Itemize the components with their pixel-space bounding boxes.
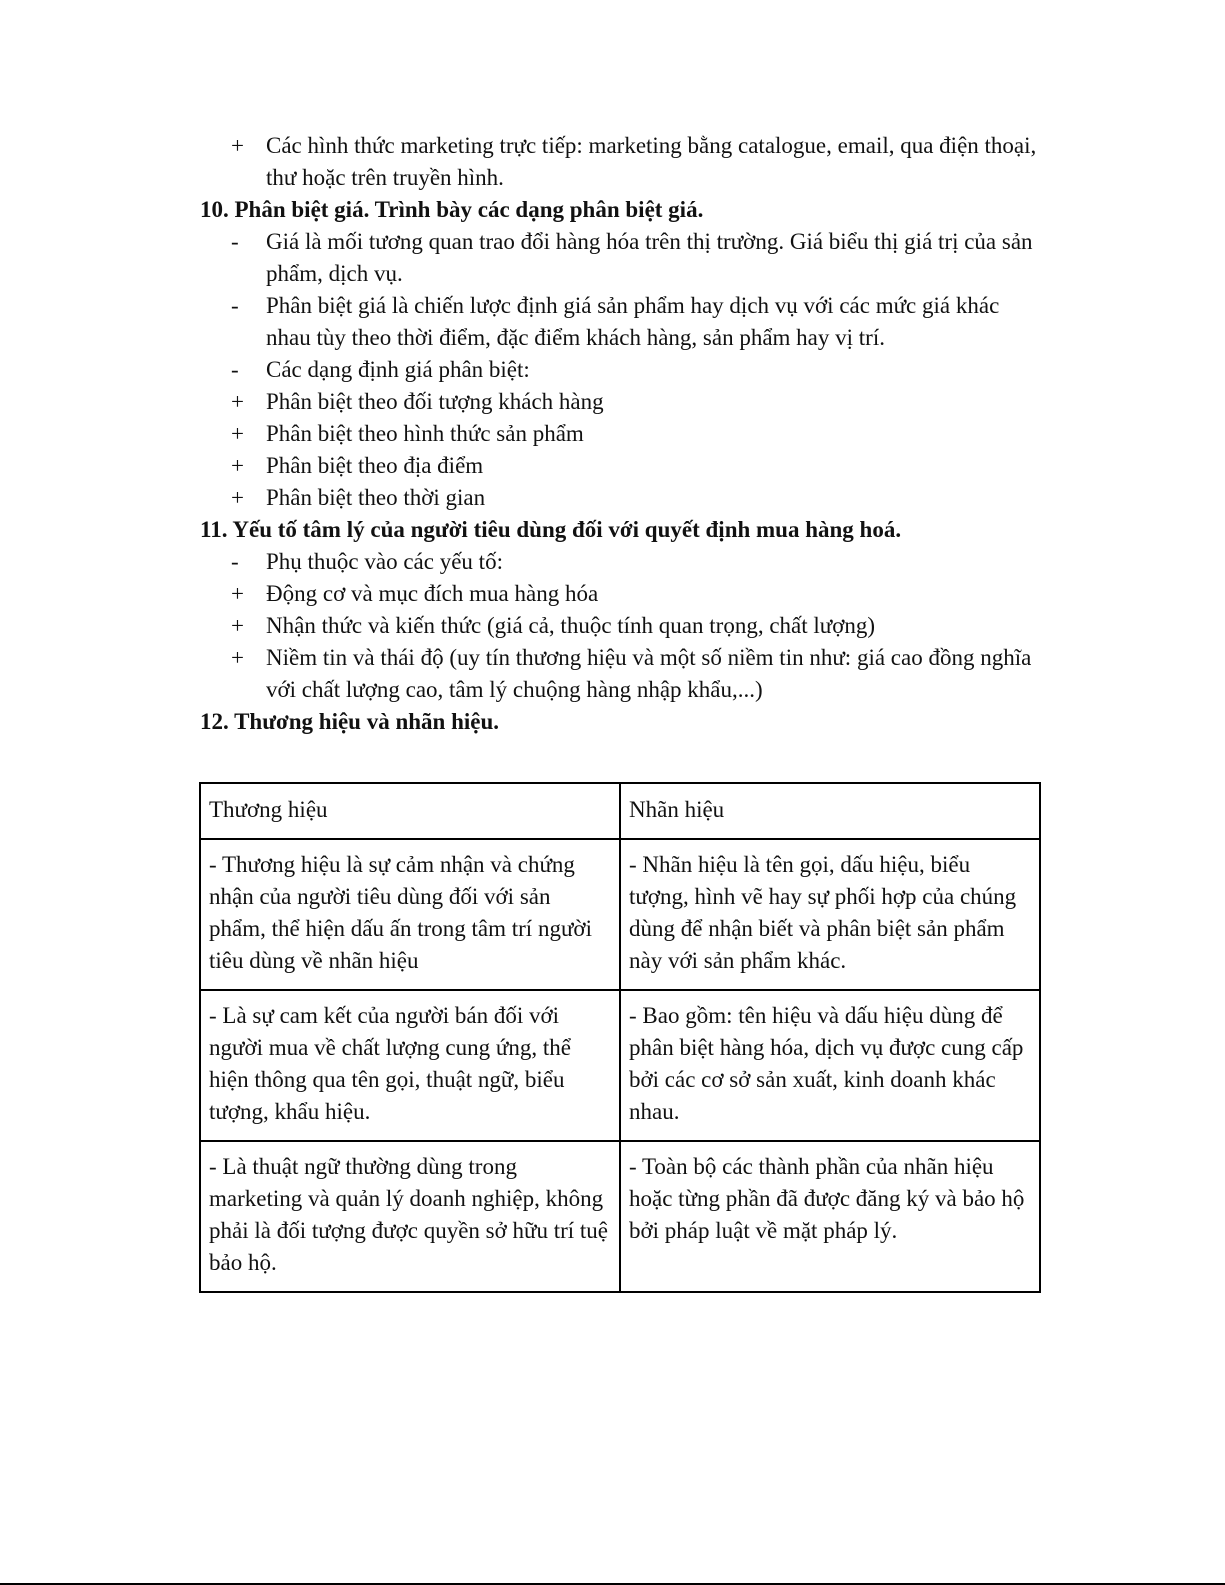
list-item-text: Phân biệt theo thời gian [266,485,486,510]
bullet-marker: + [231,613,244,638]
list-item-text: Phân biệt theo địa điểm [266,453,484,478]
list-item [200,642,1040,706]
table-header-cell: Thương hiệu [200,783,620,839]
section-heading-12: 12. Thương hiệu và nhãn hiệu. [200,709,500,734]
section-heading-10: 10. Phân biệt giá. Trình bày các dạng phân biệt giá. [200,197,704,222]
list-item [200,290,1040,354]
list-item-text: Các dạng định giá phân biệt: [266,357,530,382]
list-item [200,578,1040,610]
table-cell: - Toàn bộ các thành phần của nhãn hiệu hoặc từng phần đã được đăng ký và bảo hộ bởi pháp luật về mặt pháp lý. [620,1141,1040,1292]
bullet-marker: + [231,485,244,510]
list-item-text: Các hình thức marketing trực tiếp: marketing bằng catalogue, email, qua điện thoại, thư hoặc trên truyền hình. [266,133,1037,190]
bullet-marker: + [231,133,244,158]
list-item [200,610,1040,642]
bullet-marker: + [231,581,244,606]
list-item-text: Phân biệt theo đối tượng khách hàng [266,389,604,414]
bullet-marker: + [231,453,244,478]
list-item [200,482,1040,514]
comparison-table [199,782,1041,1293]
list-item-text: Động cơ và mục đích mua hàng hóa [266,581,599,606]
list-item-text: Nhận thức và kiến thức (giá cả, thuộc tính quan trọng, chất lượng) [266,613,876,638]
list-item-text: Giá là mối tương quan trao đổi hàng hóa trên thị trường. Giá biểu thị giá trị của sản phẩm, dịch vụ. [266,229,1033,286]
bullet-marker: - [231,229,239,254]
bullet-marker: - [231,357,239,382]
bullet-marker: + [231,421,244,446]
table-cell: - Là thuật ngữ thường dùng trong marketing và quản lý doanh nghiệp, không phải là đối tượng được quyền sở hữu trí tuệ bảo hộ. [200,1141,620,1292]
table-cell: - Bao gồm: tên hiệu và dấu hiệu dùng để phân biệt hàng hóa, dịch vụ được cung cấp bởi các cơ sở sản xuất, kinh doanh khác nhau. [620,990,1040,1141]
list-item-text: Phân biệt theo hình thức sản phẩm [266,421,584,446]
table-cell: - Thương hiệu là sự cảm nhận và chứng nhận của người tiêu dùng đối với sản phẩm, thể hiện dấu ấn trong tâm trí người tiêu dùng về nhãn hiệu [200,839,620,990]
list-item [200,418,1040,450]
section-heading-11: 11. Yếu tố tâm lý của người tiêu dùng đối với quyết định mua hàng hoá. [200,517,902,542]
list-item-text: Phụ thuộc vào các yếu tố: [266,549,503,574]
table-row [200,1141,1040,1292]
table-row [200,990,1040,1141]
bullet-marker: + [231,645,244,670]
list-item [200,546,1040,578]
list-item [200,130,1040,194]
document-body [200,130,1040,738]
table-row [200,839,1040,990]
table-header-row [200,783,1040,839]
list-item [200,354,1040,386]
table-header-cell: Nhãn hiệu [620,783,1040,839]
bullet-marker: - [231,293,239,318]
list-item-text: Niềm tin và thái độ (uy tín thương hiệu và một số niềm tin như: giá cao đồng nghĩa với chất lượng cao, tâm lý chuộng hàng nhập khẩu,...) [266,645,1032,702]
bullet-marker: - [231,549,239,574]
table-cell: - Là sự cam kết của người bán đối với người mua về chất lượng cung ứng, thể hiện thông qua tên gọi, thuật ngữ, biểu tượng, khẩu hiệu. [200,990,620,1141]
comparison-table-wrapper [199,782,1039,1293]
list-item-text: Phân biệt giá là chiến lược định giá sản phẩm hay dịch vụ với các mức giá khác nhau tùy theo thời điểm, đặc điểm khách hàng, sản phẩm hay vị trí. [266,293,1000,350]
list-item [200,226,1040,290]
list-item [200,386,1040,418]
bullet-marker: + [231,389,244,414]
table-cell: - Nhãn hiệu là tên gọi, dấu hiệu, biểu tượng, hình vẽ hay sự phối hợp của chúng dùng để nhận biết và phân biệt sản phẩm này với sản phẩm khác. [620,839,1040,990]
list-item [200,450,1040,482]
